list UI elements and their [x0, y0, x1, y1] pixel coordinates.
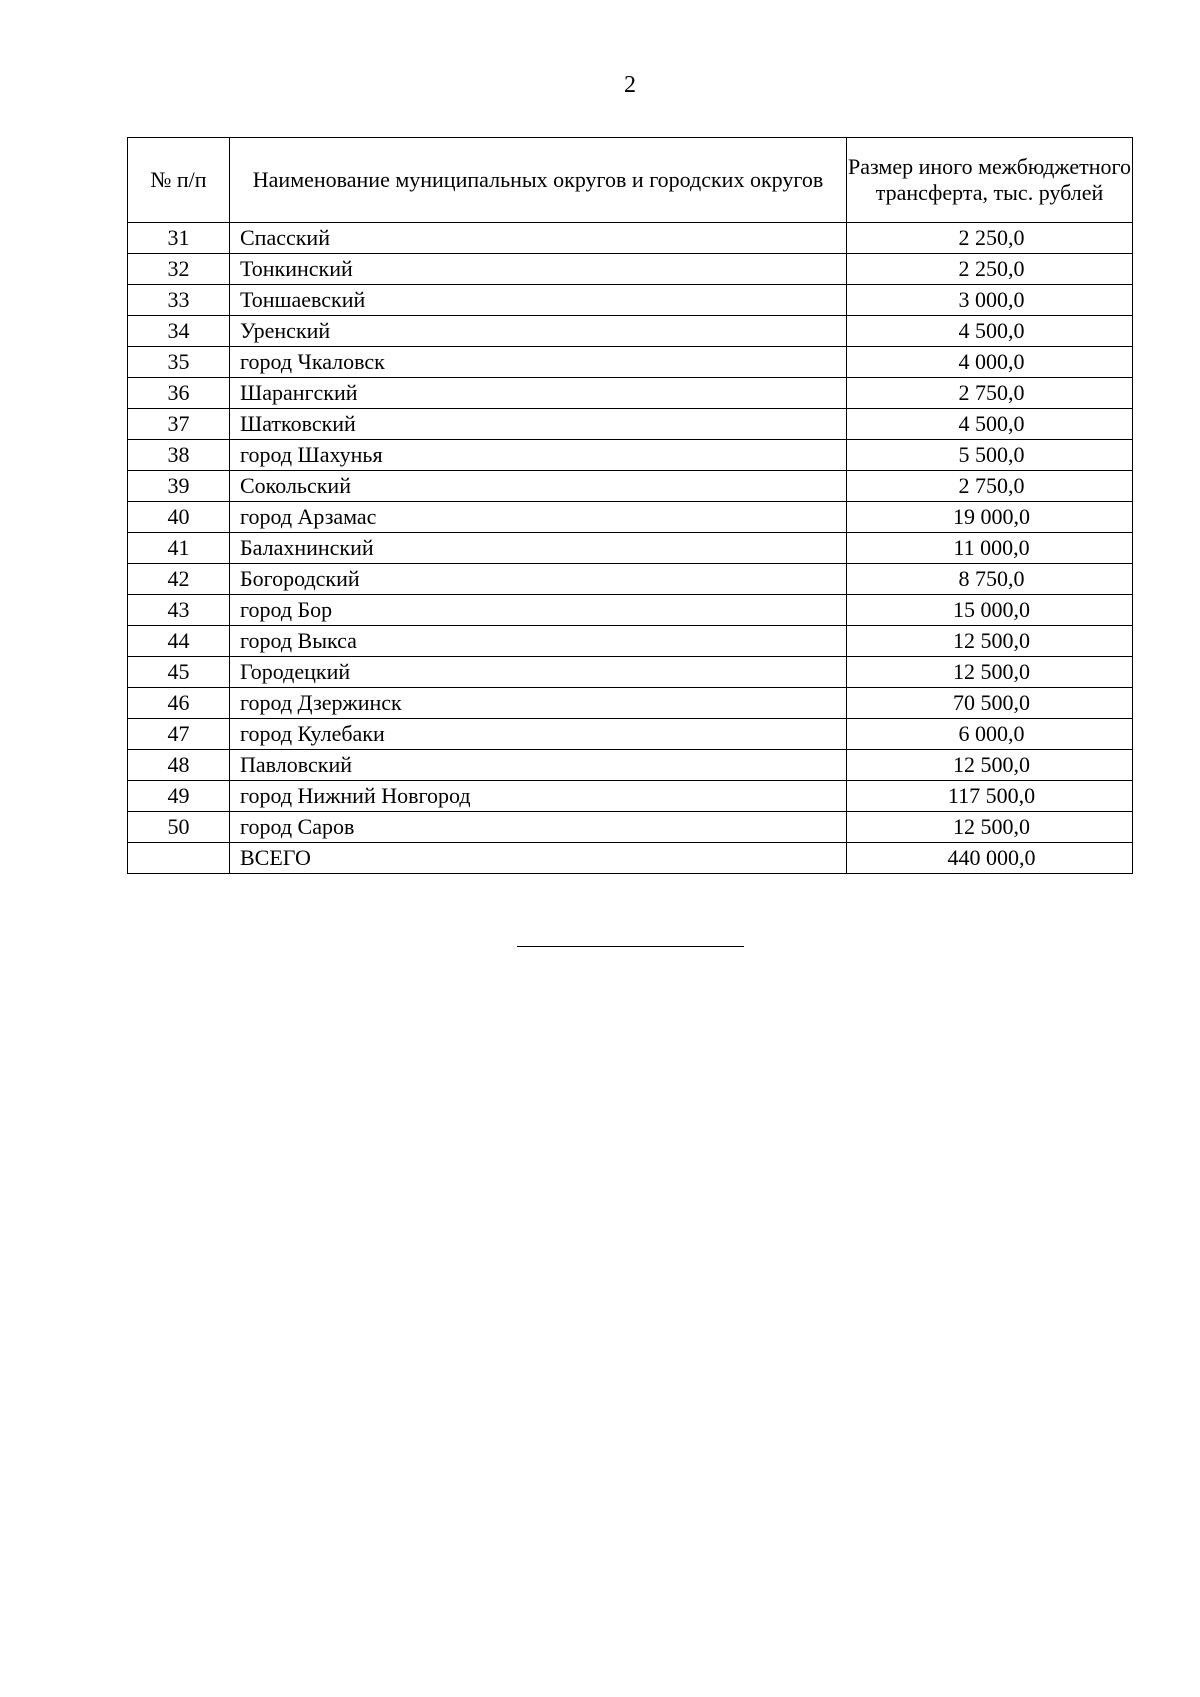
row-number-cell: 33 [128, 285, 230, 316]
row-value-cell: 6 000,0 [847, 719, 1133, 750]
row-value-cell: 11 000,0 [847, 533, 1133, 564]
end-divider-line [517, 946, 744, 947]
header-transfer-amount: Размер иного межбюджетного трансферта, тыс. рублей [847, 138, 1133, 223]
row-value-cell: 19 000,0 [847, 502, 1133, 533]
table-row [128, 595, 1133, 626]
row-value-cell: 12 500,0 [847, 626, 1133, 657]
row-number-cell: 31 [128, 223, 230, 254]
row-value-cell: 12 500,0 [847, 750, 1133, 781]
table-row [128, 223, 1133, 254]
row-value-cell: 4 500,0 [847, 316, 1133, 347]
row-name-cell: город Выкса [230, 626, 847, 657]
row-number-cell: 49 [128, 781, 230, 812]
row-value-cell: 4 500,0 [847, 409, 1133, 440]
row-name-cell: город Саров [230, 812, 847, 843]
row-name-cell: город Нижний Новгород [230, 781, 847, 812]
row-number-cell: 43 [128, 595, 230, 626]
table-row [128, 657, 1133, 688]
table-row [128, 285, 1133, 316]
table-body [128, 223, 1133, 843]
row-name-cell: Тонкинский [230, 254, 847, 285]
table-row [128, 254, 1133, 285]
table-row [128, 502, 1133, 533]
row-number-cell: 44 [128, 626, 230, 657]
row-name-cell: Сокольский [230, 471, 847, 502]
row-number-cell: 50 [128, 812, 230, 843]
table-row [128, 626, 1133, 657]
row-number-cell: 40 [128, 502, 230, 533]
row-name-cell: Городецкий [230, 657, 847, 688]
total-number-cell [128, 843, 230, 874]
table-row [128, 378, 1133, 409]
row-number-cell: 32 [128, 254, 230, 285]
table-row [128, 440, 1133, 471]
row-name-cell: Балахнинский [230, 533, 847, 564]
row-number-cell: 36 [128, 378, 230, 409]
table-row [128, 750, 1133, 781]
row-name-cell: город Чкаловск [230, 347, 847, 378]
table-row [128, 471, 1133, 502]
row-number-cell: 41 [128, 533, 230, 564]
header-municipality-name: Наименование муниципальных округов и городских округов [230, 138, 847, 223]
row-number-cell: 34 [128, 316, 230, 347]
row-value-cell: 12 500,0 [847, 657, 1133, 688]
row-value-cell: 117 500,0 [847, 781, 1133, 812]
row-number-cell: 48 [128, 750, 230, 781]
total-value: 440 000,0 [847, 843, 1133, 874]
table-row [128, 409, 1133, 440]
table-row [128, 688, 1133, 719]
row-number-cell: 39 [128, 471, 230, 502]
table-row [128, 347, 1133, 378]
row-name-cell: Богородский [230, 564, 847, 595]
transfer-table [127, 137, 1133, 874]
header-number: № п/п [128, 138, 230, 223]
row-name-cell: город Арзамас [230, 502, 847, 533]
page-number: 2 [624, 72, 636, 98]
row-value-cell: 3 000,0 [847, 285, 1133, 316]
row-number-cell: 35 [128, 347, 230, 378]
row-name-cell: Тоншаевский [230, 285, 847, 316]
row-number-cell: 47 [128, 719, 230, 750]
total-row [128, 843, 1133, 874]
row-value-cell: 2 750,0 [847, 378, 1133, 409]
row-value-cell: 15 000,0 [847, 595, 1133, 626]
row-name-cell: город Кулебаки [230, 719, 847, 750]
row-name-cell: Уренский [230, 316, 847, 347]
row-name-cell: Спасский [230, 223, 847, 254]
row-value-cell: 2 750,0 [847, 471, 1133, 502]
row-value-cell: 70 500,0 [847, 688, 1133, 719]
table-header-row [128, 138, 1133, 223]
row-value-cell: 4 000,0 [847, 347, 1133, 378]
total-label: ВСЕГО [230, 843, 847, 874]
row-name-cell: город Бор [230, 595, 847, 626]
row-value-cell: 2 250,0 [847, 223, 1133, 254]
row-number-cell: 46 [128, 688, 230, 719]
row-value-cell: 2 250,0 [847, 254, 1133, 285]
row-name-cell: Шатковский [230, 409, 847, 440]
row-name-cell: город Шахунья [230, 440, 847, 471]
row-value-cell: 8 750,0 [847, 564, 1133, 595]
row-name-cell: Павловский [230, 750, 847, 781]
table-row [128, 781, 1133, 812]
table-row [128, 719, 1133, 750]
table-row [128, 316, 1133, 347]
row-value-cell: 5 500,0 [847, 440, 1133, 471]
row-number-cell: 38 [128, 440, 230, 471]
row-value-cell: 12 500,0 [847, 812, 1133, 843]
table-row [128, 533, 1133, 564]
row-number-cell: 37 [128, 409, 230, 440]
table-row [128, 564, 1133, 595]
row-name-cell: Шарангский [230, 378, 847, 409]
row-number-cell: 42 [128, 564, 230, 595]
row-name-cell: город Дзержинск [230, 688, 847, 719]
table-row [128, 812, 1133, 843]
row-number-cell: 45 [128, 657, 230, 688]
